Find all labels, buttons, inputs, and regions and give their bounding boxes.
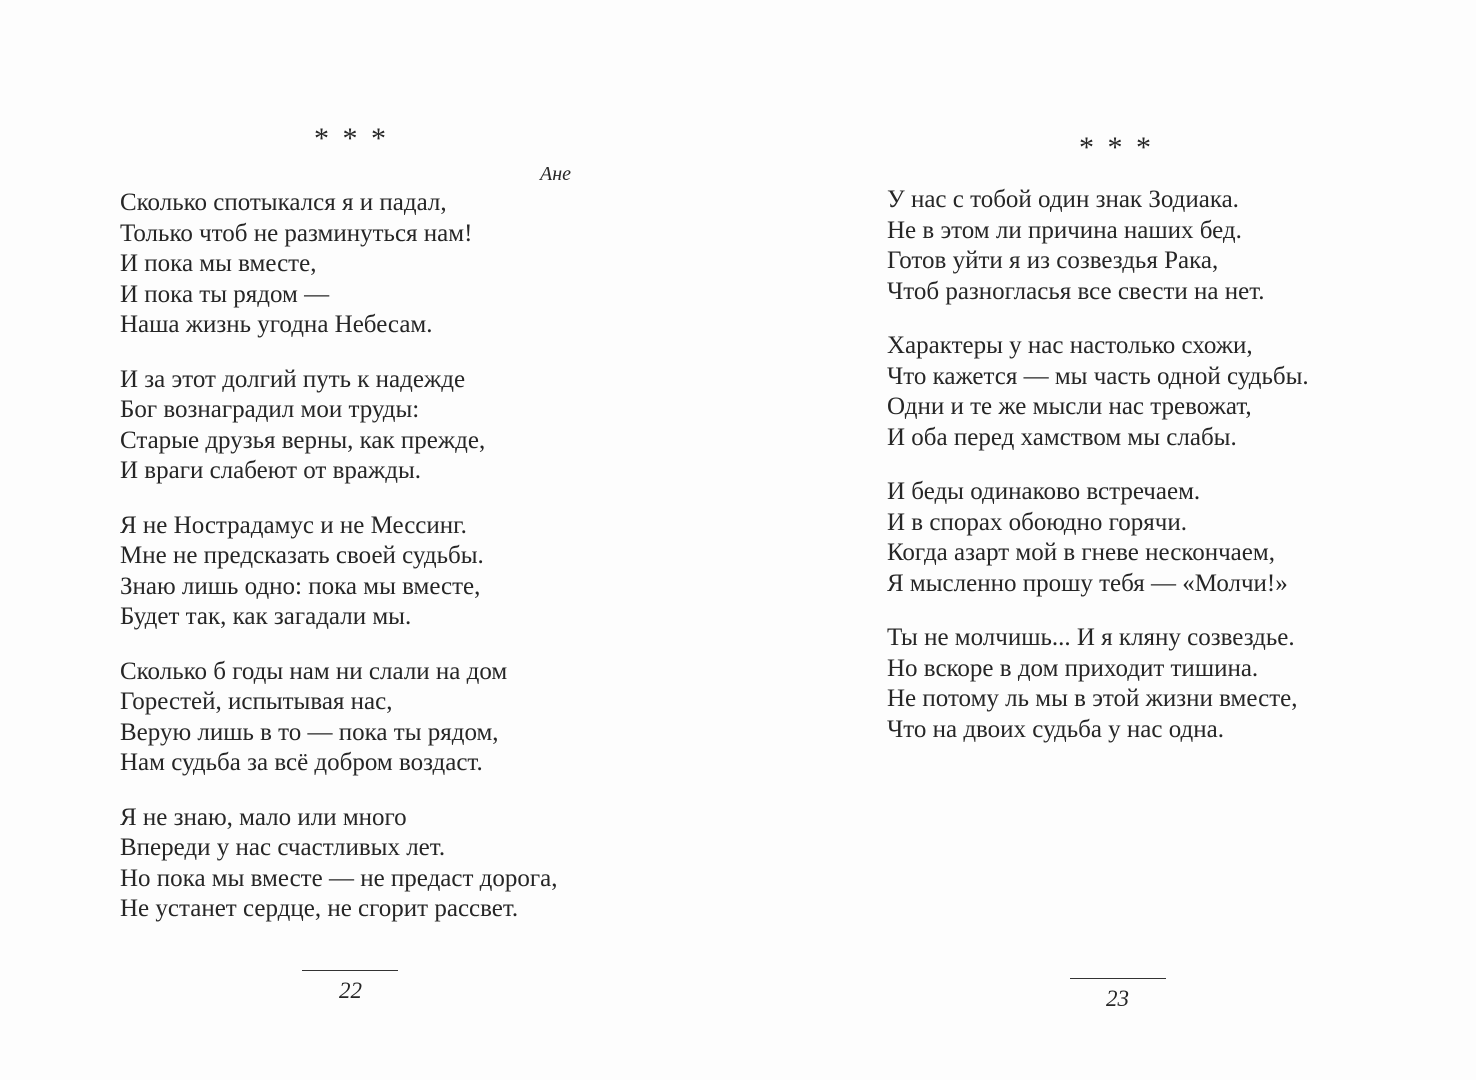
poem-line: Готов уйти я из созвездья Рака, bbox=[887, 247, 1219, 274]
poem-line: И пока ты рядом — bbox=[120, 280, 330, 308]
page-number: 22 bbox=[339, 978, 362, 1003]
poem-line: Что на двоих судьба у нас одна. bbox=[887, 715, 1224, 743]
poem-line: Я мысленно прошу тебя — «Молчи!» bbox=[887, 569, 1288, 597]
poem-line: Не в этом ли причина наших бед. bbox=[887, 216, 1242, 244]
poem-line: Только чтоб не разминуться нам! bbox=[120, 219, 473, 247]
poem-line: Наша жизнь угодна Небесам. bbox=[120, 311, 433, 338]
poem-line: Ты не молчишь... И я кляну созвездье. bbox=[887, 624, 1295, 651]
poem-line: И беды одинаково встречаем. bbox=[887, 478, 1201, 505]
poem-line: Сколько б годы нам ни слали на дом bbox=[120, 657, 508, 685]
poem-line: Старые друзья верны, как прежде, bbox=[120, 426, 486, 454]
poem-line: И враги слабеют от вражды. bbox=[120, 457, 422, 484]
right-page bbox=[738, 0, 1476, 1080]
poem-separator-asterisks: * * * bbox=[1079, 131, 1154, 164]
poem-line: И в спорах обоюдно горячи. bbox=[887, 508, 1187, 536]
stanza bbox=[120, 657, 557, 779]
poem-line: У нас с тобой один знак Зодиака. bbox=[887, 186, 1239, 213]
page-number-rule bbox=[1070, 978, 1166, 979]
poem-line: Нам судьба за всё добром воздаст. bbox=[120, 749, 483, 776]
stanza bbox=[887, 477, 1309, 599]
poem-line: Знаю лишь одно: пока мы вместе, bbox=[120, 572, 481, 600]
poem-line: Но пока мы вместе — не предаст дорога, bbox=[120, 864, 558, 892]
stanza bbox=[120, 188, 557, 341]
poem-line: Мне не предсказать своей судьбы. bbox=[120, 542, 484, 569]
page-number-rule bbox=[302, 970, 398, 971]
poem-line: Но вскоре в дом приходит тишина. bbox=[887, 654, 1259, 682]
poem-left bbox=[120, 188, 557, 925]
stanza bbox=[120, 803, 557, 925]
poem-line: Впереди у нас счастливых лет. bbox=[120, 834, 446, 861]
stanza bbox=[120, 511, 557, 633]
stanza bbox=[887, 623, 1309, 745]
poem-line: Когда азарт мой в гневе нескончаем, bbox=[887, 539, 1275, 566]
page-number: 23 bbox=[1106, 986, 1129, 1011]
poem-line: И за этот долгий путь к надежде bbox=[120, 365, 466, 393]
poem-line: Характеры у нас настолько схожи, bbox=[887, 332, 1253, 359]
poem-line: И пока мы вместе, bbox=[120, 250, 317, 277]
poem-right bbox=[887, 185, 1309, 745]
stanza bbox=[120, 365, 557, 487]
poem-line: Чтоб разногласья все свести на нет. bbox=[887, 277, 1265, 305]
poem-separator-asterisks: * * * bbox=[314, 122, 389, 155]
poem-line: И оба перед хамством мы слабы. bbox=[887, 423, 1237, 451]
stanza bbox=[887, 185, 1309, 307]
poem-line: Не потому ль мы в этой жизни вместе, bbox=[887, 685, 1298, 712]
poem-line: Я не знаю, мало или много bbox=[120, 803, 407, 831]
poem-line: Горестей, испытывая нас, bbox=[120, 688, 393, 715]
poem-line: Верую лишь в то — пока ты рядом, bbox=[120, 718, 499, 746]
stanza bbox=[887, 331, 1309, 453]
poem-line: Не устанет сердце, не сгорит рассвет. bbox=[120, 895, 519, 922]
poem-line: Бог вознаградил мои труды: bbox=[120, 396, 420, 423]
poem-line: Одни и те же мысли нас тревожат, bbox=[887, 393, 1252, 420]
poem-line: Я не Нострадамус и не Мессинг. bbox=[120, 511, 467, 539]
poem-line: Что кажется — мы часть одной судьбы. bbox=[887, 362, 1309, 390]
poem-line: Сколько спотыкался я и падал, bbox=[120, 189, 447, 216]
poem-line: Будет так, как загадали мы. bbox=[120, 603, 412, 630]
poem-dedication: Ане bbox=[540, 163, 572, 185]
